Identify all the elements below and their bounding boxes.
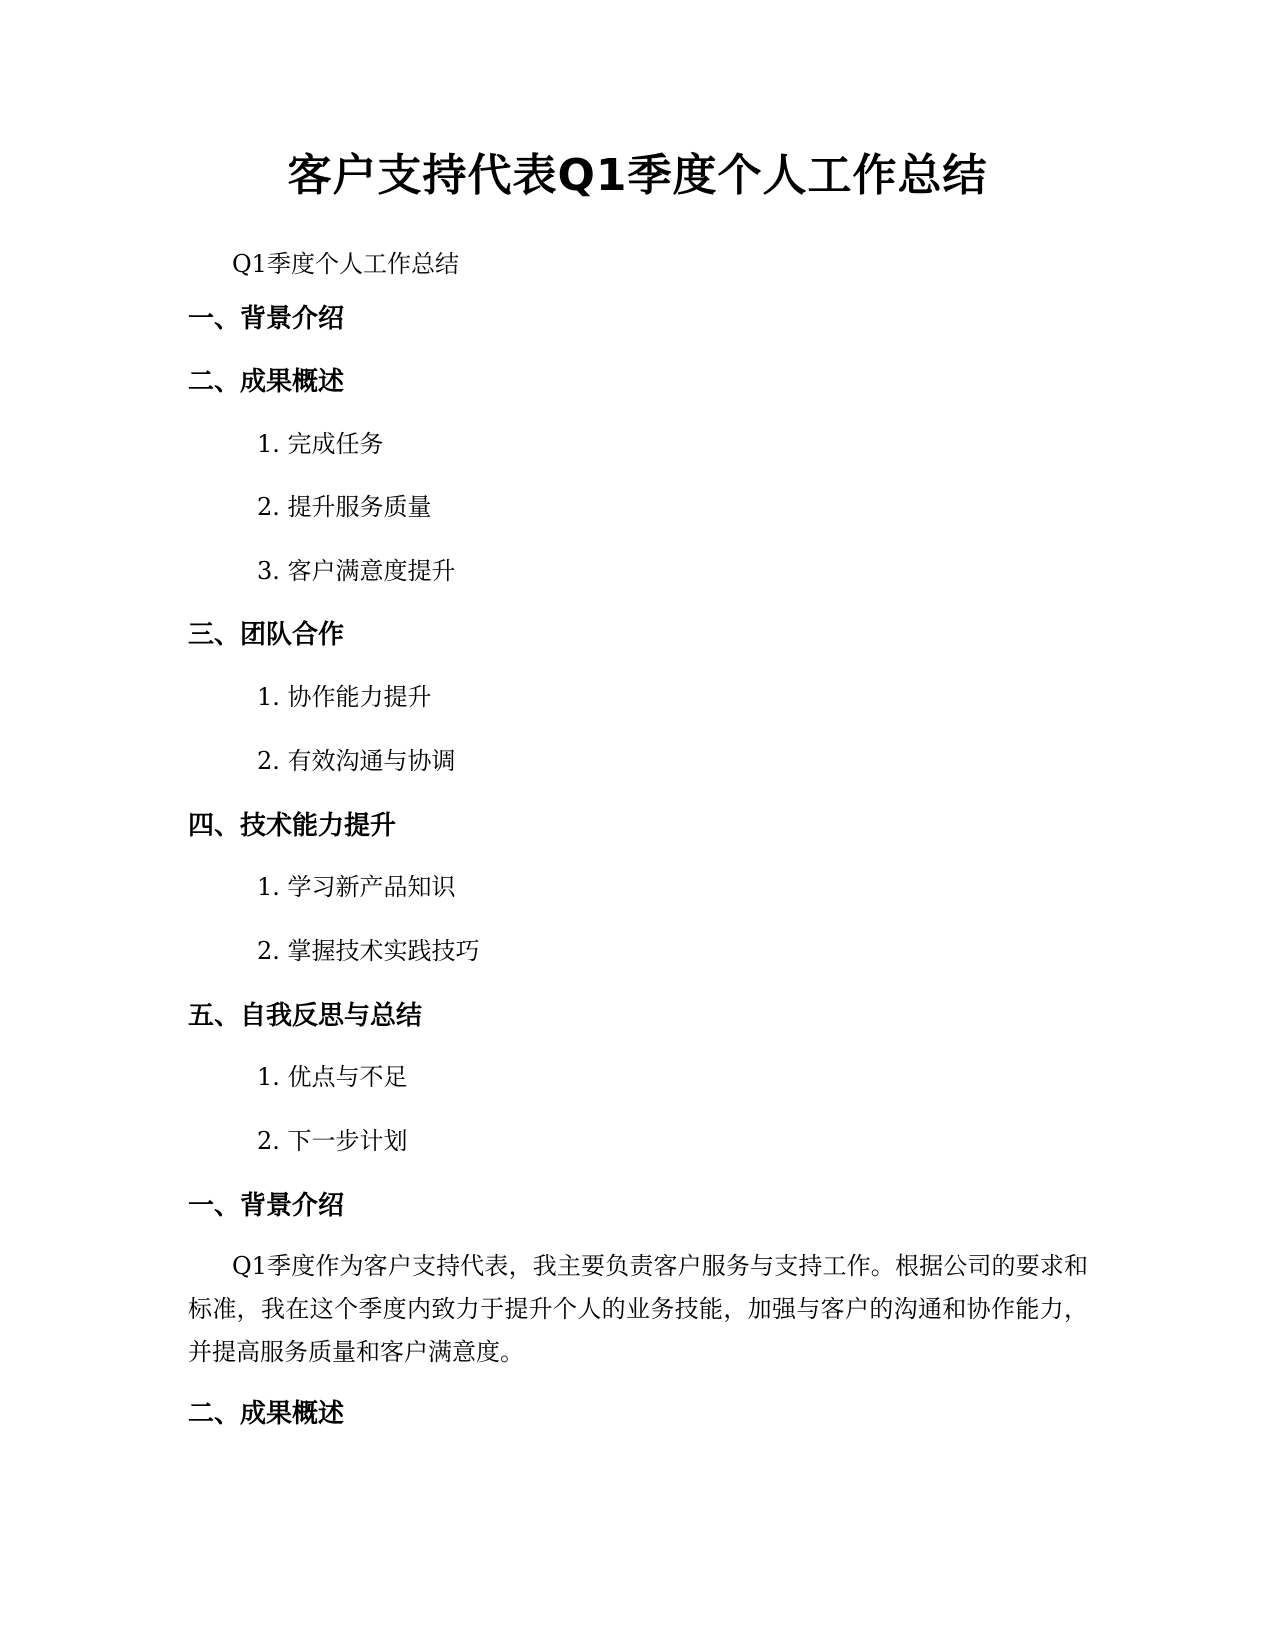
list-item: 2. 掌握技术实践技巧: [257, 937, 480, 965]
list-item: 1. 完成任务: [257, 430, 384, 458]
list-item: 2. 提升服务质量: [257, 493, 432, 521]
document-title: 客户支持代表Q1季度个人工作总结: [287, 150, 988, 201]
list-item: 2. 有效沟通与协调: [257, 747, 456, 775]
list-item: 3. 客户满意度提升: [257, 557, 456, 585]
section-heading-results: 二、成果概述: [188, 367, 345, 397]
body-heading-results: 二、成果概述: [188, 1399, 345, 1429]
list-item: 1. 优点与不足: [257, 1063, 408, 1091]
background-paragraph: Q1季度作为客户支持代表，我主要负责客户服务与支持工作。根据公司的要求和标准，我在这个季度内致力于提升个人的业务技能，加强与客户的沟通和协作能力，并提高服务质量和客户满意度。: [188, 1252, 1088, 1366]
section-heading-teamwork: 三、团队合作: [188, 620, 345, 650]
body-heading-background: 一、背景介绍: [188, 1191, 345, 1221]
section-heading-technical-skills: 四、技术能力提升: [188, 811, 397, 841]
list-item: 1. 协作能力提升: [257, 683, 432, 711]
section-heading-background: 一、背景介绍: [188, 304, 345, 334]
document-subtitle: Q1季度个人工作总结: [232, 250, 459, 278]
list-item: 2. 下一步计划: [257, 1127, 408, 1155]
list-item: 1. 学习新产品知识: [257, 873, 456, 901]
section-heading-reflection: 五、自我反思与总结: [188, 1001, 423, 1031]
